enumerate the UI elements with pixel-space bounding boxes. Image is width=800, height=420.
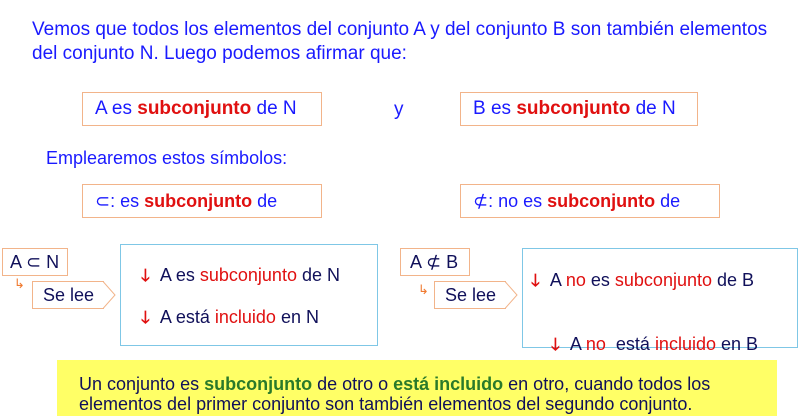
symbol-not-subset-box bbox=[460, 184, 720, 218]
not-subset-symbol: ⊄ bbox=[473, 191, 489, 211]
example-left-line1 bbox=[141, 263, 340, 292]
reads-right-body bbox=[434, 281, 506, 309]
intro-paragraph bbox=[32, 18, 797, 66]
cropped-top-line bbox=[95, 0, 765, 2]
def-p1: Un conjunto es bbox=[79, 374, 205, 394]
right-l2-pre: A bbox=[569, 334, 586, 354]
right-l2-red2: incluido bbox=[654, 334, 716, 354]
reads-right-label: Se lee bbox=[445, 285, 497, 305]
statement-a-post: de N bbox=[251, 98, 297, 119]
example-right-box bbox=[522, 248, 798, 354]
statement-b-post: de N bbox=[630, 98, 676, 119]
def-b2: está incluido bbox=[393, 374, 504, 394]
down-arrow-icon: 🡓 bbox=[141, 266, 150, 285]
down-arrow-icon: 🡓 bbox=[551, 335, 560, 354]
reads-left-body bbox=[32, 281, 104, 309]
left-l1-red: subconjunto bbox=[199, 265, 297, 285]
statement-b-box bbox=[460, 92, 698, 126]
intro-text: Vemos que todos los elementos del conjunto A y del conjunto B son también elementos del conjunto N. Luego podemos afirmar que: bbox=[32, 19, 768, 64]
down-arrow-icon: 🡓 bbox=[141, 308, 150, 327]
left-l2-red: incluido bbox=[214, 307, 276, 327]
left-l1-post: de N bbox=[296, 265, 340, 285]
example-left-box bbox=[120, 244, 378, 346]
left-l1-pre: A es bbox=[159, 265, 200, 285]
notation-right: A ⊄ B bbox=[410, 252, 459, 272]
subset-bold: subconjunto bbox=[144, 191, 253, 211]
statement-b-bold: subconjunto bbox=[516, 98, 631, 119]
subset-post: de bbox=[252, 191, 278, 211]
statement-a-pre: A es bbox=[95, 98, 138, 119]
right-l2-red1: no bbox=[585, 334, 606, 354]
example-right-line1 bbox=[531, 268, 754, 297]
right-l1-pre: A bbox=[549, 270, 566, 290]
right-l2-mid: está bbox=[605, 334, 655, 354]
notation-left-box bbox=[2, 248, 68, 276]
callout-tip-right bbox=[505, 281, 519, 309]
notation-left: A ⊂ N bbox=[10, 252, 60, 272]
not-subset-bold: subconjunto bbox=[547, 191, 656, 211]
definition-text bbox=[79, 374, 769, 414]
subset-pre: : es bbox=[110, 191, 145, 211]
not-subset-pre: : no es bbox=[488, 191, 548, 211]
example-left-line2 bbox=[141, 305, 319, 334]
reads-left-callout bbox=[32, 281, 116, 309]
subset-symbol: ⊂ bbox=[95, 191, 111, 211]
callout-tip-left bbox=[103, 281, 117, 309]
right-l1-post: de B bbox=[711, 270, 755, 290]
right-l1-red2: subconjunto bbox=[614, 270, 712, 290]
right-l2-post: en B bbox=[715, 334, 759, 354]
not-subset-post: de bbox=[655, 191, 681, 211]
elbow-arrow-icon: ↳ bbox=[418, 282, 429, 297]
def-p2: de otro o bbox=[312, 374, 394, 394]
symbols-label: Emplearemos estos símbolos: bbox=[46, 148, 288, 168]
def-b1: subconjunto bbox=[204, 374, 313, 394]
statement-b-pre: B es bbox=[473, 98, 517, 119]
right-l1-red1: no bbox=[565, 270, 586, 290]
connector-y: y bbox=[394, 99, 404, 120]
statement-a-box bbox=[82, 92, 322, 126]
symbol-subset-box bbox=[82, 184, 322, 218]
reads-right-callout bbox=[434, 281, 518, 309]
left-l2-post: en N bbox=[275, 307, 319, 327]
down-arrow-icon: 🡓 bbox=[531, 271, 540, 290]
def-p3: en otro, cuando todos los elementos del primer conjunto son también elementos del segundo conjunto. bbox=[79, 374, 711, 414]
statement-a-bold: subconjunto bbox=[137, 98, 252, 119]
reads-left-label: Se lee bbox=[43, 285, 95, 305]
left-l2-pre: A está bbox=[159, 307, 215, 327]
definition-box bbox=[57, 360, 777, 416]
elbow-arrow-icon: ↳ bbox=[14, 276, 25, 291]
notation-right-box bbox=[400, 248, 470, 276]
right-l1-mid: es bbox=[585, 270, 615, 290]
